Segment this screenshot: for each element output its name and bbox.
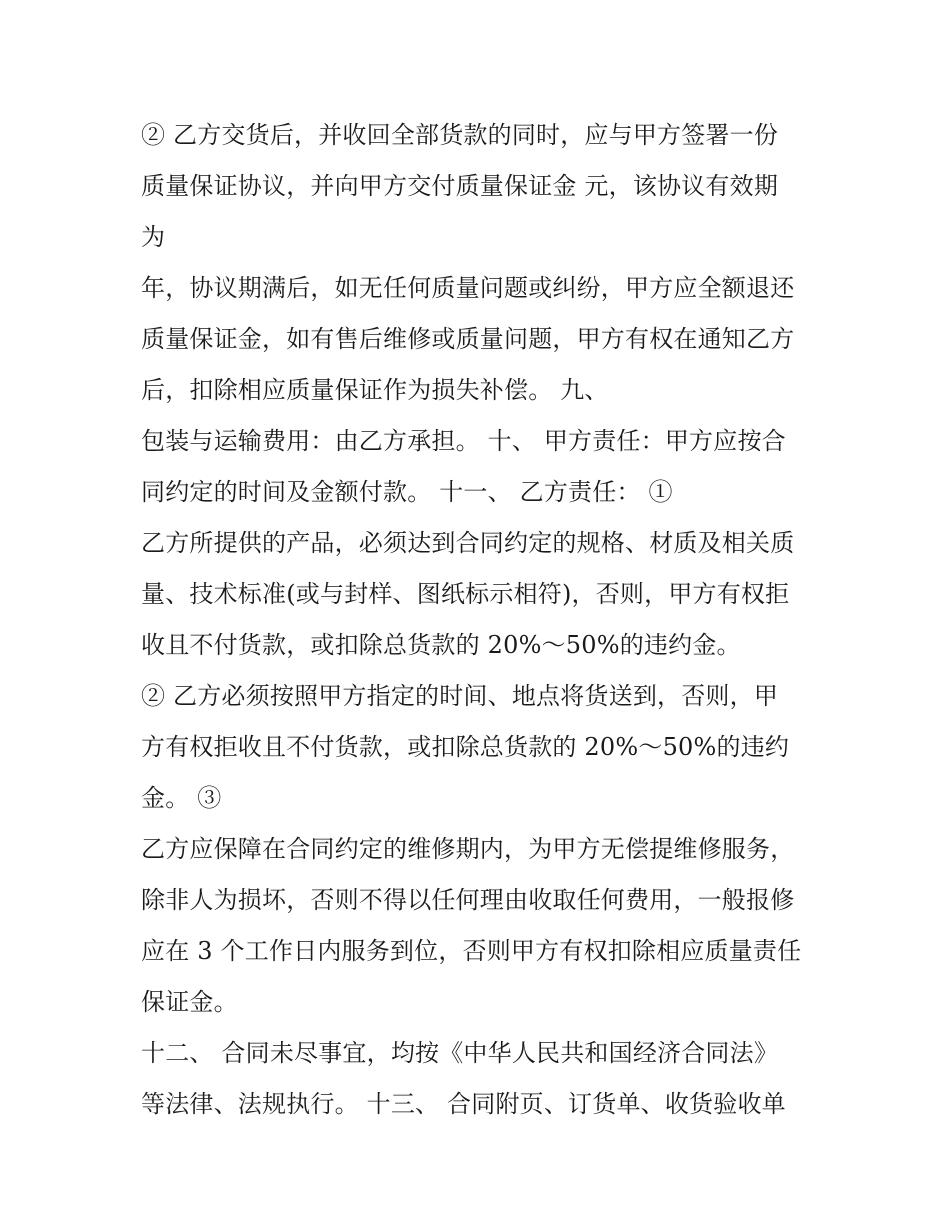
text-line: 除非人为损坏，否则不得以任何理由收取任何费用，一般报修 <box>141 886 795 914</box>
text-line: 同约定的时间及金额付款。 十一、 乙方责任： ① <box>141 478 673 506</box>
contract-text <box>141 110 831 1130</box>
text-line: 质量保证协议，并向甲方交付质量保证金 元，该协议有效期 <box>141 172 779 200</box>
text-line: ② 乙方必须按照甲方指定的时间、地点将货送到，否则，甲 <box>141 682 779 710</box>
text-line: 后，扣除相应质量保证作为损失补偿。 九、 <box>141 376 609 404</box>
text-line: 年，协议期满后，如无任何质量问题或纠纷，甲方应全额退还 <box>141 274 795 302</box>
text-line: 保证金。 <box>141 988 238 1016</box>
text-line: 金。 ③ <box>141 784 222 812</box>
text-line: 乙方应保障在合同约定的维修期内，为甲方无偿提维修服务， <box>141 835 795 863</box>
text-line: 为 <box>141 223 166 251</box>
text-line: 等法律、法规执行。 十三、 合同附页、订货单、收货验收单 <box>141 1090 786 1118</box>
text-line: 包装与运输费用：由乙方承担。 十、 甲方责任：甲方应按合 <box>141 427 786 455</box>
text-line: 质量保证金，如有售后维修或质量问题，甲方有权在通知乙方 <box>141 325 795 353</box>
text-line: ② 乙方交货后，并收回全部货款的同时，应与甲方签署一份 <box>141 121 779 149</box>
text-line: 应在 3 个工作日内服务到位，否则甲方有权扣除相应质量责任 <box>141 937 802 965</box>
text-line: 收且不付货款，或扣除总货款的 20%～50%的违约金。 <box>141 631 741 659</box>
text-line: 乙方所提供的产品，必须达到合同约定的规格、材质及相关质 <box>141 529 795 557</box>
text-line: 十二、 合同未尽事宜，均按《中华人民共和国经济合同法》 <box>141 1039 779 1067</box>
text-line: 方有权拒收且不付货款，或扣除总货款的 20%～50%的违约 <box>141 733 790 761</box>
text-line: 量、技术标准(或与封样、图纸标示相符)，否则，甲方有权拒 <box>141 580 790 608</box>
